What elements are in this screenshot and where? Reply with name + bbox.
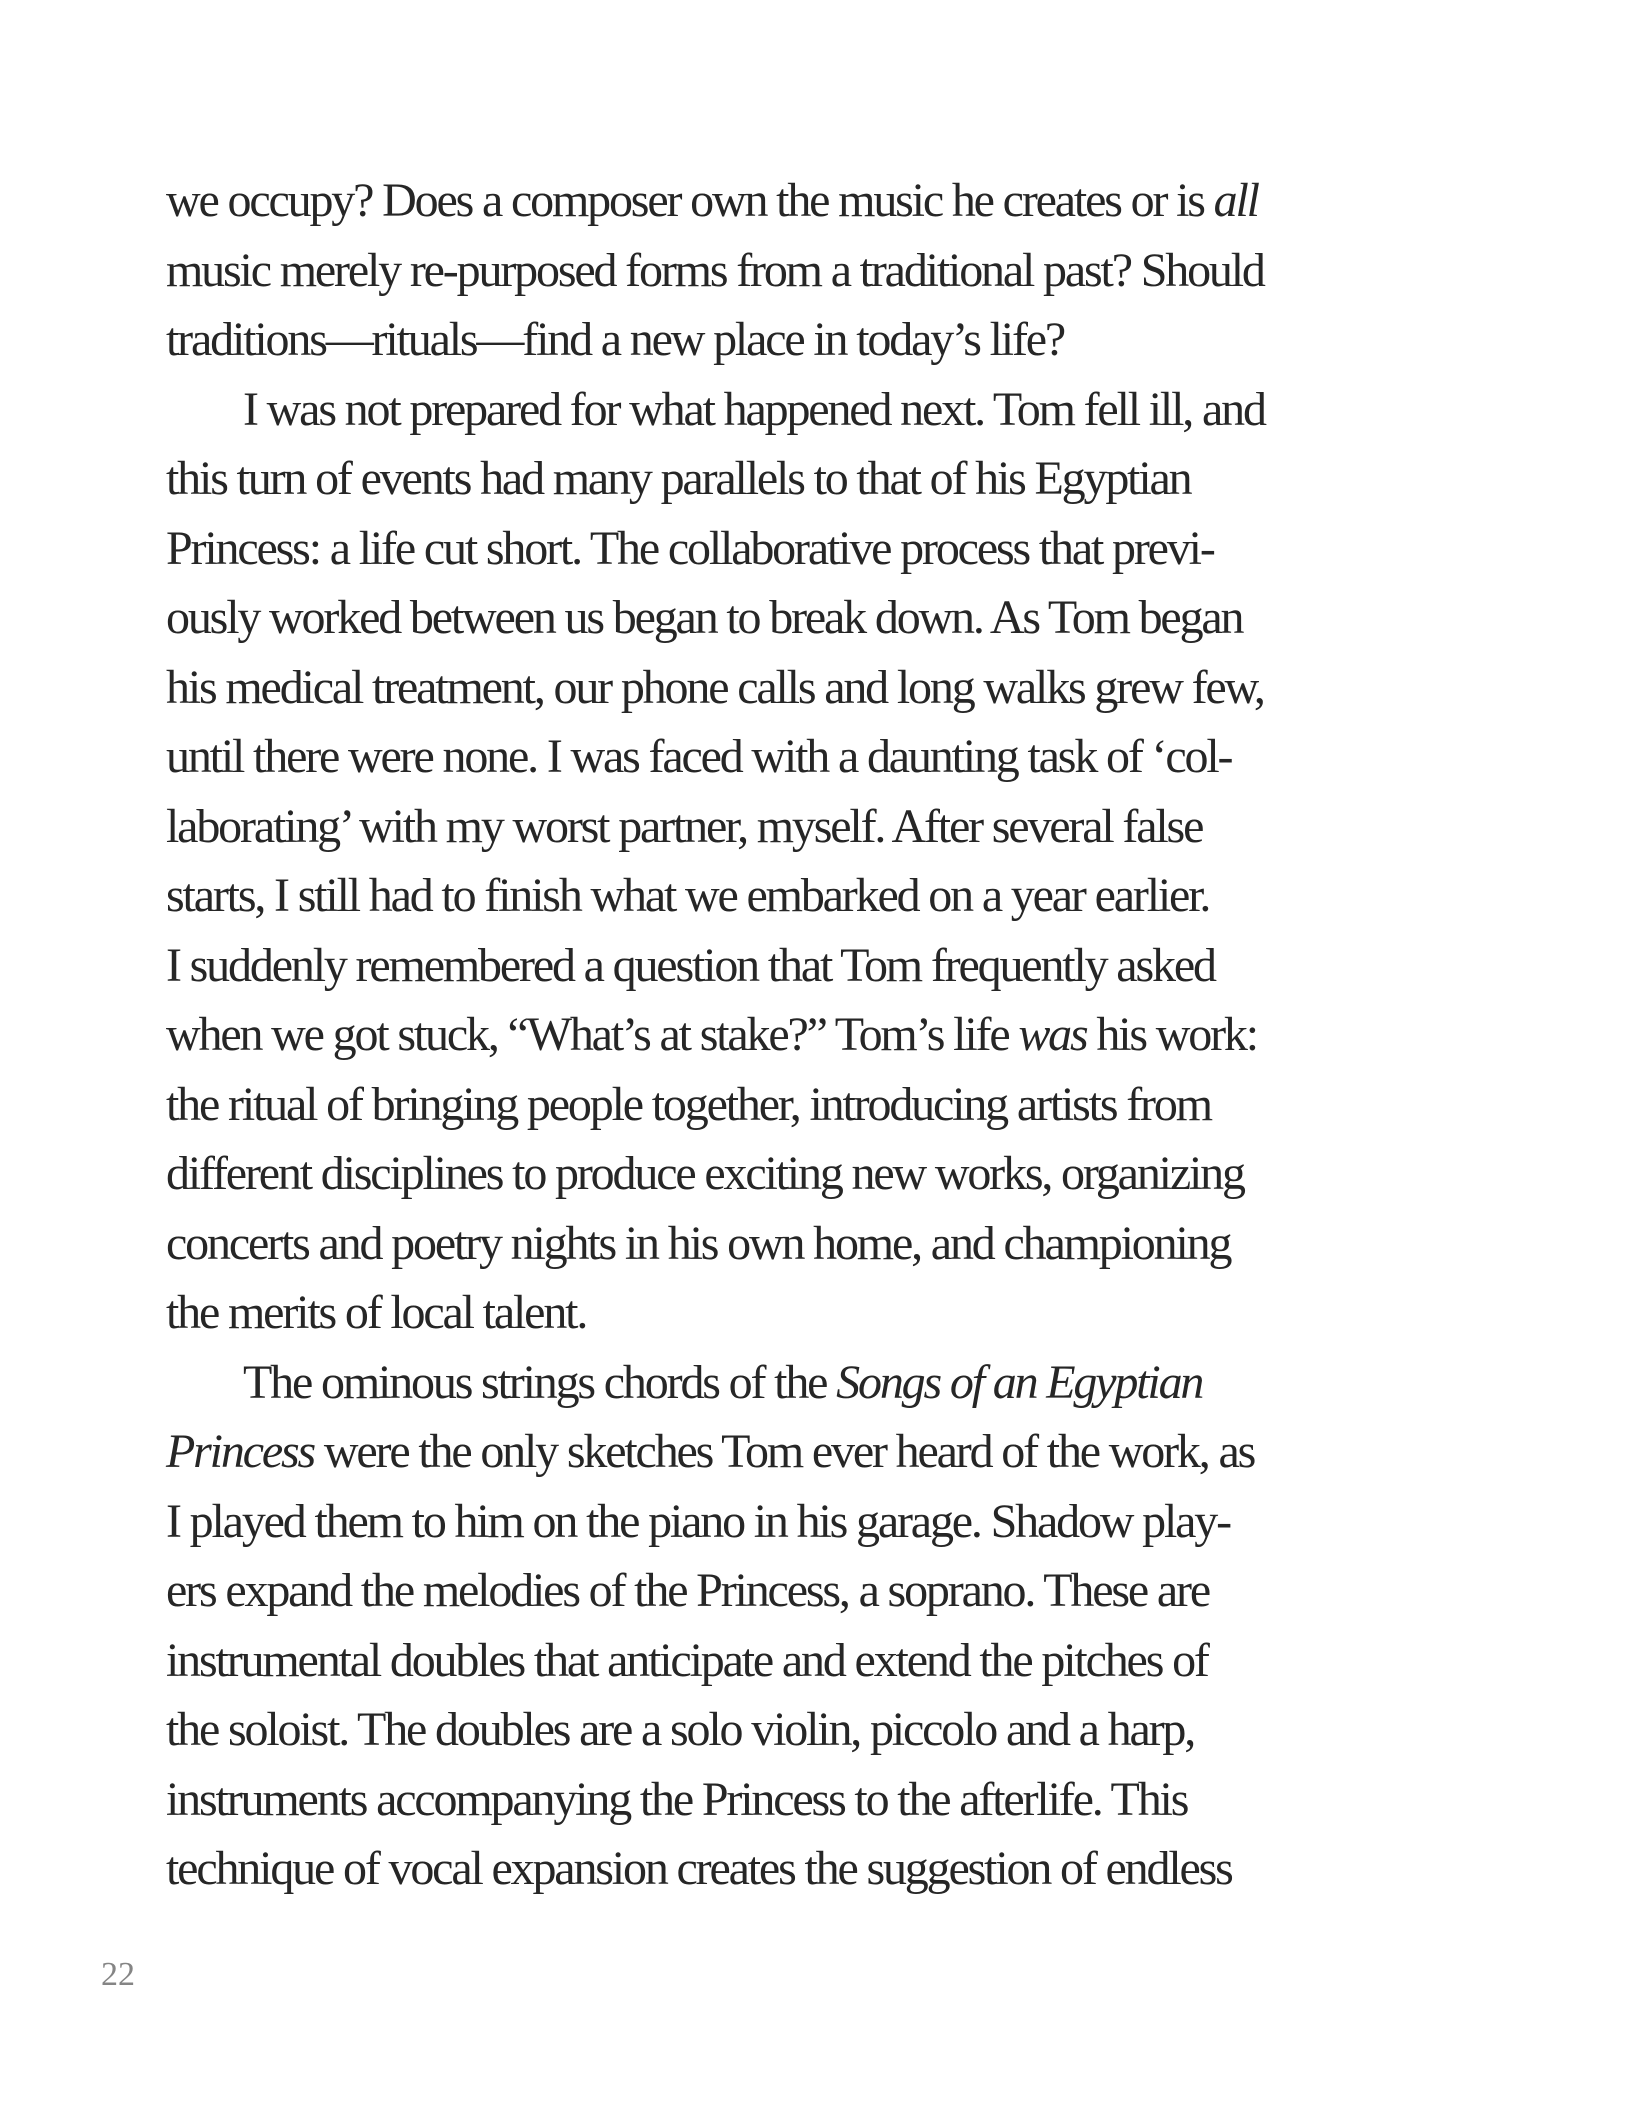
text-line [166, 1417, 1446, 1487]
text-line [166, 861, 1446, 931]
text-run: music merely re-purposed forms from a traditional past? Should [166, 243, 1264, 297]
text-run: Songs of an Egyptian [836, 1355, 1203, 1409]
text-line [166, 792, 1446, 862]
text-run: was [1018, 1008, 1087, 1061]
text-line [166, 1348, 1446, 1418]
text-run: I played them to him on the piano in his garage. Shadow play- [166, 1494, 1230, 1548]
text-line [166, 514, 1446, 584]
text-run: were the only sketches Tom ever heard of the work, as [314, 1425, 1255, 1478]
text-run: the soloist. The doubles are a solo violin, piccolo and a harp, [166, 1703, 1195, 1756]
page-number: 22 [101, 1956, 135, 1993]
text-run: the merits of local talent. [166, 1286, 587, 1339]
text-run: starts, I still had to finish what we embarked on a year earlier. [166, 869, 1210, 922]
text-line [166, 1278, 1446, 1348]
text-line [166, 931, 1446, 1001]
text-line [166, 1000, 1446, 1070]
text-run: concerts and poetry nights in his own home, and championing [166, 1216, 1231, 1270]
text-run: laborating’ with my worst partner, myself. After several false [166, 799, 1203, 853]
text-run: instruments accompanying the Princess to the afterlife. This [166, 1772, 1188, 1826]
text-run: until there were none. I was faced with a daunting task of ‘col- [166, 730, 1232, 783]
text-run: we occupy? Does a composer own the music he creates or is [166, 174, 1214, 227]
text-run: the ritual of bringing people together, introducing artists from [166, 1077, 1211, 1131]
text-line [166, 1626, 1446, 1696]
text-run: instrumental doubles that anticipate and extend the pitches of [166, 1633, 1208, 1687]
text-run: ously worked between us began to break down. As Tom began [166, 591, 1243, 644]
text-run: ers expand the melodies of the Princess, a soprano. These are [166, 1564, 1209, 1617]
text-line [166, 444, 1446, 514]
text-run: technique of vocal expansion creates the suggestion of endless [166, 1842, 1232, 1895]
text-run: this turn of events had many parallels to that of his Egyptian [166, 452, 1191, 505]
text-line [166, 1487, 1446, 1557]
text-line [166, 375, 1446, 445]
text-line [166, 653, 1446, 723]
text-line [166, 166, 1446, 236]
text-run: different disciplines to produce exciting new works, organizing [166, 1147, 1244, 1200]
text-run: I was not prepared for what happened next. Tom fell ill, and [243, 382, 1265, 436]
text-line [166, 236, 1446, 306]
text-run: traditions—rituals—find a new place in today’s life? [166, 313, 1065, 366]
text-line [166, 1765, 1446, 1835]
text-line [166, 305, 1446, 375]
text-run: his work: [1086, 1008, 1257, 1061]
text-run: his medical treatment, our phone calls and long walks grew few, [166, 660, 1264, 714]
text-line [166, 1209, 1446, 1279]
text-line [166, 1139, 1446, 1209]
text-run: Princess: a life cut short. The collaborative process that previ- [166, 521, 1214, 575]
body-text [166, 166, 1446, 1904]
text-line [166, 1556, 1446, 1626]
text-line [166, 583, 1446, 653]
text-line [166, 1695, 1446, 1765]
text-run: when we got stuck, “What’s at stake?” Tom’s life [166, 1008, 1019, 1061]
text-run: Princess [166, 1425, 315, 1478]
text-run: all [1213, 174, 1258, 227]
text-line [166, 1834, 1446, 1904]
text-line [166, 1070, 1446, 1140]
text-run: I suddenly remembered a question that Tom frequently asked [166, 938, 1215, 992]
text-run: The ominous strings chords of the [243, 1355, 837, 1409]
text-line [166, 722, 1446, 792]
